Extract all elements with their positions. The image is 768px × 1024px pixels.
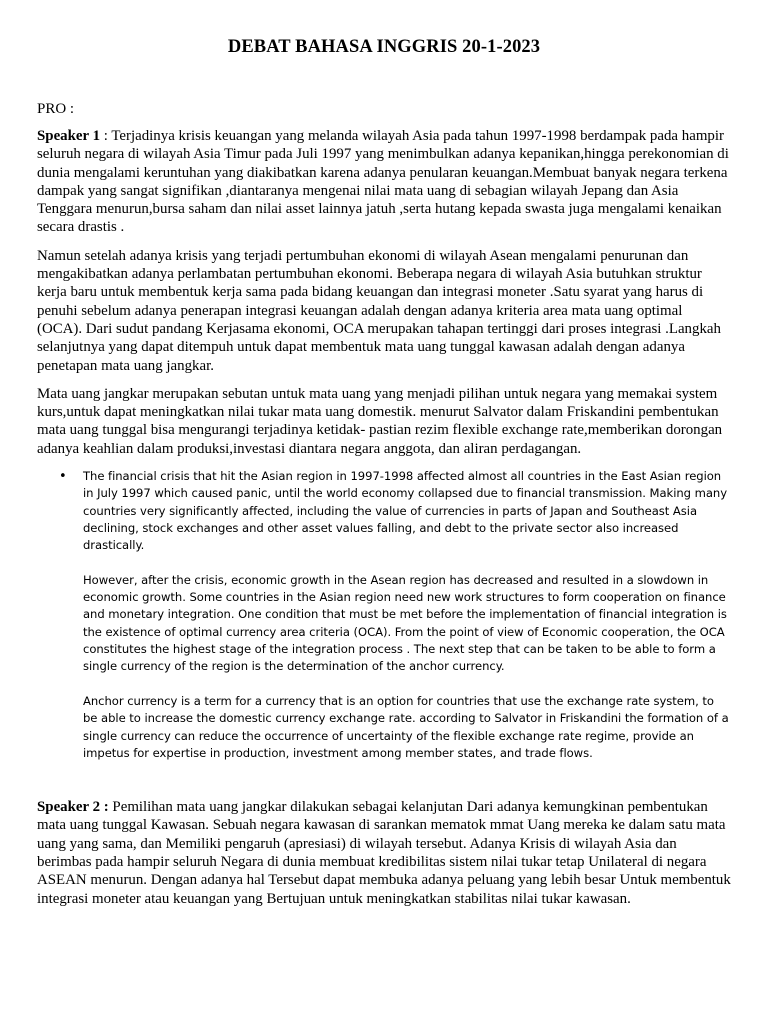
pro-label: PRO : bbox=[37, 101, 75, 117]
speaker2-paragraph bbox=[37, 798, 731, 908]
speaker1-paragraph-3: Mata uang jangkar merupakan sebutan untuk mata uang yang menjadi pilihan untuk negara yang memakai system kurs,untuk dapat meningkatkan nilai tukar mata uang domestik. menurut Salvator dalam Friskandini pembentukan mata uang tunggal bisa mengurangi terjadinya ketidak- pastian rezim flexible exchange rate,memberikan dorongan adanya keahlian dalam produksi,investasi diantara negara anggota, dan aliran perdagangan. bbox=[37, 385, 723, 457]
english-paragraph-3: Anchor currency is a term for a currency that is an option for countries that use the exchange rate system, to be able to increase the domestic currency exchange rate. according to Salvator in Friskandini the formation of a single currency can reduce the occurrence of uncertainty of the flexible exchange rate regime, provide an impetus for expertise in production, investment among member states, and trade flows. bbox=[83, 693, 729, 760]
speaker1-paragraph-2: Namun setelah adanya krisis yang terjadi pertumbuhan ekonomi di wilayah Asean mengalami penurunan dan mengakibatkan adanya perlambatan pertumbuhan ekonomi. Beberapa negara di wilayah Asia butuhkan struktur kerja baru untuk membentuk kerja sama pada bidang keuangan dan integrasi moneter .Satu syarat yang harus di penuhi sebelum adanya penerapan integrasi keuangan adalah dengan adanya kriteria area mata uang optimal (OCA). Dari sudut pandang Kerjasama ekonomi, OCA merupakan tahapan tertinggi dari proses integrasi .Langkah selanjutnya yang dapat ditempuh untuk dapat membentuk mata uang tunggal kawasan adalah dengan adanya penetapan mata uang jangkar. bbox=[37, 247, 721, 374]
english-translation-list bbox=[37, 468, 731, 762]
speaker1-separator: : bbox=[100, 128, 112, 144]
list-item bbox=[59, 468, 731, 762]
english-paragraph-1: The financial crisis that hit the Asian region in 1997-1998 affected almost all countries in the East Asian region in July 1997 which caused panic, until the world economy collapsed due to financial transmission. Making many countries very significantly affected, including the value of currencies in parts of Japan and Southeast Asia declining, stock exchanges and other asset values falling, and debt to the private sector also increased drastically. bbox=[83, 469, 728, 553]
speaker1-paragraph-1 bbox=[37, 127, 731, 237]
bullet-icon: • bbox=[59, 469, 67, 485]
speaker1-text-1: Terjadinya krisis keuangan yang melanda wilayah Asia pada tahun 1997-1998 berdampak pada hampir seluruh negara di wilayah Asia Timur pada Juli 1997 yang menimbulkan adanya kepanikan,hingga perekonomian di dunia mengalami keruntuhan yang diakibatkan karena adanya penularan keuangan.Membuat banyak negara terkena dampak yang sangat signifikan ,diantaranya mengenai nilai mata uang di sebagian wilayah Jepang dan Asia Tenggara menurun,bursa saham dan nilai asset lainnya jatuh ,serta hutang kepada swasta juga mengalami kenaikan secara drastis . bbox=[37, 128, 729, 236]
english-paragraph-2: However, after the crisis, economic growth in the Asean region has decreased and resulted in a slowdown in economic growth. Some countries in the Asian region need new work structures to form cooperation on finance and monetary integration. One condition that must be met before the implementation of financial integration is the existence of optimal currency area criteria (OCA). From the point of view of Economic cooperation, the OCA constitutes the highest stage of the integration process . The next step that can be taken to be able to form a single currency of the region is the determination of the anchor currency. bbox=[83, 572, 727, 674]
speaker2-text: Pemilihan mata uang jangkar dilakukan sebagai kelanjutan Dari adanya kemungkinan pembentukan mata uang tunggal Kawasan. Sebuah negara kawasan di sarankan mematok mmat Uang mereka ke dalam satu mata uang yang sama, dan Memiliki pengaruh (apresiasi) di wilayah tersebut. Adanya Krisis di wilayah Asia dan berimbas pada hampir seluruh Negara di dunia membuat kredibilitas sistem nilai tukar tetap Unilateral di negara ASEAN menurun. Dengan adanya hal Tersebut dapat membuka adanya peluang yang lebih besar Untuk membentuk integrasi moneter atau keuangan yang Bertujuan untuk meningkatkan stabilitas nilai tukar kawasan. bbox=[37, 799, 731, 907]
speaker1-label: Speaker 1 bbox=[37, 128, 101, 144]
document-title: DEBAT BAHASA INGGRIS 20-1-2023 bbox=[227, 37, 541, 57]
speaker2-label: Speaker 2 : bbox=[37, 799, 109, 816]
